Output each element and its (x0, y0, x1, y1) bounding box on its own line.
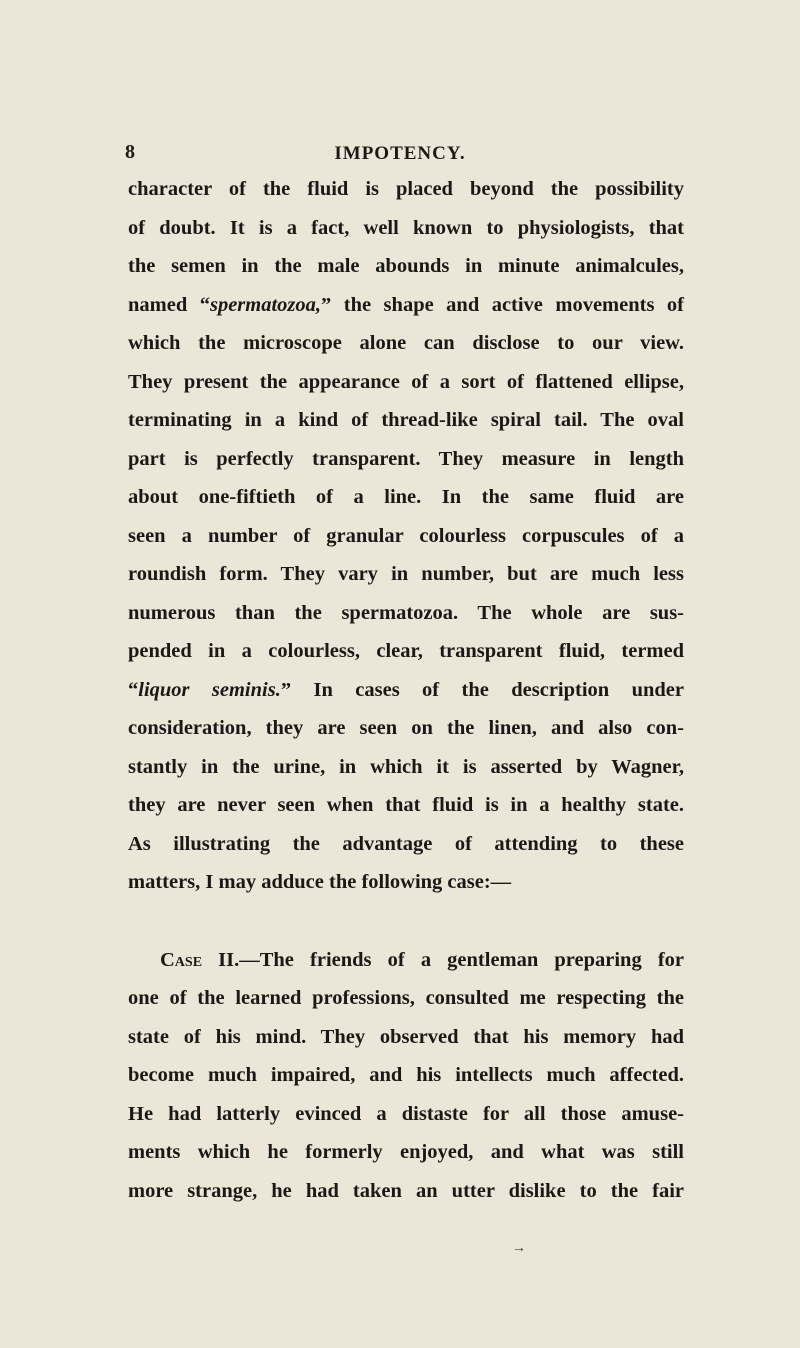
text-line: They present the appearance of a sort of flattened ellipse, (128, 370, 684, 393)
text-line: the semen in the male abounds in minute animalcules, (128, 255, 684, 277)
text-line: state of his mind. They observed that his memory had (128, 1025, 684, 1048)
text-line: pended in a colourless, clear, transparent fluid, termed (128, 640, 684, 662)
text-line (128, 941, 684, 980)
paragraph-gap (128, 902, 684, 941)
text-line: part is perfectly transparent. They measure in length (128, 447, 684, 470)
text-line: which the microscope alone can disclose to our view. (128, 332, 684, 354)
text-line (128, 671, 684, 710)
text-line (128, 286, 684, 325)
text-line: they are never seen when that fluid is in a healthy state. (128, 794, 684, 816)
text-line: ments which he formerly enjoyed, and what was still (128, 1141, 684, 1163)
italic-term-liquor-seminis: liquor seminis. (138, 678, 281, 701)
text-line: of doubt. It is a fact, well known to physiologists, that (128, 216, 684, 239)
text-line: consideration, they are seen on the linen, and also con- (128, 717, 684, 739)
text-fragment: ” In cases of the description under (280, 678, 684, 701)
text-line: As illustrating the advantage of attending to these (128, 832, 684, 855)
text-fragment: ” the shape and active movements of (321, 293, 684, 316)
text-line: become much impaired, and his intellects much affected. (128, 1064, 684, 1086)
text-line: terminating in a kind of thread-like spiral tail. The oval (128, 409, 684, 431)
body-text (128, 170, 684, 1210)
running-title: IMPOTENCY. (334, 143, 466, 164)
text-line: stantly in the urine, in which it is asserted by Wagner, (128, 755, 684, 778)
text-line: one of the learned professions, consulted me respecting the (128, 987, 684, 1009)
text-fragment: named “ (128, 293, 210, 316)
text-line: numerous than the spermatozoa. The whole are sus- (128, 601, 684, 624)
text-fragment: “ (128, 678, 139, 701)
catchword-arrow-mark: → (512, 1241, 526, 1256)
text-line: matters, I may adduce the following case:— (128, 871, 512, 893)
text-line: roundish form. They vary in number, but are much less (128, 563, 684, 585)
text-fragment: —The friends of a gentleman preparing for (239, 948, 684, 971)
text-line: character of the fluid is placed beyond the possibility (128, 178, 684, 200)
page-number: 8 (125, 141, 135, 163)
italic-term-spermatozoa: spermatozoa, (209, 293, 322, 316)
text-line: He had latterly evinced a distaste for all those amuse- (128, 1102, 684, 1125)
case-heading: Case II. (160, 948, 240, 971)
text-line: seen a number of granular colourless corpuscules of a (128, 524, 684, 547)
text-line: more strange, he had taken an utter dislike to the fair (128, 1179, 684, 1202)
text-line: about one-fiftieth of a line. In the same fluid are (128, 486, 684, 508)
